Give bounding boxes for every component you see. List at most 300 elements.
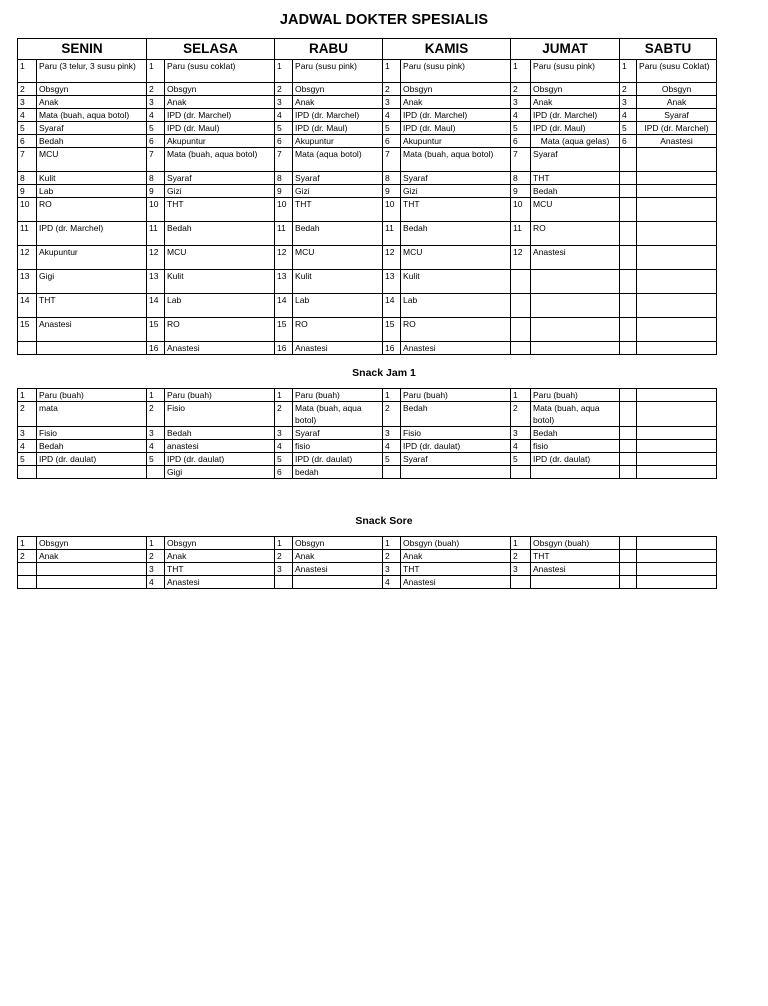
row-number-cell: 2: [275, 402, 293, 427]
row-number-cell: 11: [275, 222, 293, 246]
row-number-cell: [620, 198, 637, 222]
row-number-cell: 10: [383, 198, 401, 222]
row-number-cell: 3: [275, 96, 293, 109]
row-number-cell: [620, 185, 637, 198]
specialist-cell: Bedah: [293, 222, 383, 246]
document-title: JADWAL DOKTER SPESIALIS: [279, 12, 489, 28]
table-row: [18, 109, 717, 122]
specialist-cell: Anak: [165, 96, 275, 109]
row-number-cell: [620, 222, 637, 246]
row-number-cell: 10: [511, 198, 531, 222]
row-number-cell: [18, 342, 37, 355]
row-number-cell: 4: [147, 576, 165, 589]
row-number-cell: 3: [275, 427, 293, 440]
table-row: [18, 135, 717, 148]
specialist-cell: Syaraf: [401, 453, 511, 466]
row-number-cell: 13: [147, 270, 165, 294]
schedule-table: [17, 38, 717, 355]
specialist-cell: [637, 453, 717, 466]
row-number-cell: 3: [275, 563, 293, 576]
specialist-cell: Gizi: [401, 185, 511, 198]
row-number-cell: 6: [511, 135, 531, 148]
row-number-cell: [18, 466, 37, 479]
row-number-cell: 3: [383, 427, 401, 440]
row-number-cell: 14: [275, 294, 293, 318]
row-number-cell: 6: [383, 135, 401, 148]
day-header-selasa: SELASA: [147, 39, 275, 60]
row-number-cell: 6: [18, 135, 37, 148]
specialist-cell: [637, 246, 717, 270]
row-number-cell: 8: [18, 172, 37, 185]
row-number-cell: 13: [383, 270, 401, 294]
specialist-cell: [401, 466, 511, 479]
specialist-cell: MCU: [531, 198, 620, 222]
snack-jam-1-title: Snack Jam 1: [352, 367, 416, 379]
row-number-cell: 2: [275, 83, 293, 96]
specialist-cell: fisio: [531, 440, 620, 453]
specialist-cell: [531, 318, 620, 342]
row-number-cell: 1: [147, 389, 165, 402]
specialist-cell: Anak: [293, 550, 383, 563]
specialist-cell: [637, 318, 717, 342]
specialist-cell: Paru (susu Coklat): [637, 60, 717, 83]
specialist-cell: Paru (buah): [293, 389, 383, 402]
specialist-cell: Bedah: [165, 427, 275, 440]
table-row: [18, 550, 717, 563]
row-number-cell: 16: [275, 342, 293, 355]
row-number-cell: 2: [18, 402, 37, 427]
row-number-cell: 1: [147, 537, 165, 550]
table-row: [18, 537, 717, 550]
row-number-cell: 3: [511, 563, 531, 576]
row-number-cell: 14: [383, 294, 401, 318]
specialist-cell: Anastesi: [293, 342, 383, 355]
specialist-cell: THT: [37, 294, 147, 318]
day-header-jumat: JUMAT: [511, 39, 620, 60]
specialist-cell: Anak: [293, 96, 383, 109]
day-header-rabu: RABU: [275, 39, 383, 60]
specialist-cell: Kulit: [401, 270, 511, 294]
row-number-cell: 12: [511, 246, 531, 270]
specialist-cell: Mata (buah, aqua botol): [293, 402, 383, 427]
specialist-cell: Anak: [37, 550, 147, 563]
row-number-cell: 5: [147, 453, 165, 466]
row-number-cell: 1: [620, 60, 637, 83]
specialist-cell: Anastesi: [637, 135, 717, 148]
specialist-cell: IPD (dr. Marchel): [637, 122, 717, 135]
snack-jam-1-body: [18, 389, 717, 479]
row-number-cell: [511, 318, 531, 342]
specialist-cell: Anastesi: [37, 318, 147, 342]
row-number-cell: 2: [275, 550, 293, 563]
row-number-cell: [511, 294, 531, 318]
row-number-cell: 4: [18, 440, 37, 453]
row-number-cell: 1: [275, 537, 293, 550]
day-header-senin: SENIN: [18, 39, 147, 60]
row-number-cell: [620, 294, 637, 318]
row-number-cell: 7: [275, 148, 293, 172]
specialist-cell: Bedah: [401, 402, 511, 427]
specialist-cell: MCU: [37, 148, 147, 172]
row-number-cell: 10: [147, 198, 165, 222]
specialist-cell: Anastesi: [293, 563, 383, 576]
specialist-cell: RO: [37, 198, 147, 222]
specialist-cell: [637, 342, 717, 355]
row-number-cell: [620, 389, 637, 402]
row-number-cell: 16: [147, 342, 165, 355]
specialist-cell: Paru (buah): [165, 389, 275, 402]
specialist-cell: Paru (susu pink): [293, 60, 383, 83]
snack-sore-body: [18, 537, 717, 589]
specialist-cell: Fisio: [401, 427, 511, 440]
row-number-cell: 14: [147, 294, 165, 318]
specialist-cell: Anastesi: [401, 576, 511, 589]
specialist-cell: [637, 198, 717, 222]
table-row: [18, 402, 717, 427]
specialist-cell: IPD (dr. Marchel): [531, 109, 620, 122]
specialist-cell: Bedah: [531, 185, 620, 198]
specialist-cell: mata: [37, 402, 147, 427]
row-number-cell: [620, 466, 637, 479]
schedule-body: [18, 60, 717, 355]
row-number-cell: 1: [18, 60, 37, 83]
row-number-cell: [620, 576, 637, 589]
specialist-cell: IPD (dr. Maul): [293, 122, 383, 135]
specialist-cell: IPD (dr. Marchel): [401, 109, 511, 122]
row-number-cell: 1: [511, 389, 531, 402]
specialist-cell: Mata (buah, aqua botol): [165, 148, 275, 172]
table-row: [18, 342, 717, 355]
specialist-cell: [637, 222, 717, 246]
specialist-cell: Obsgyn: [37, 537, 147, 550]
specialist-cell: MCU: [401, 246, 511, 270]
row-number-cell: 1: [511, 60, 531, 83]
row-number-cell: 4: [383, 440, 401, 453]
specialist-cell: Mata (aqua botol): [293, 148, 383, 172]
row-number-cell: 5: [275, 122, 293, 135]
snack-jam-1-table: [17, 388, 717, 479]
specialist-cell: Kulit: [165, 270, 275, 294]
specialist-cell: [637, 185, 717, 198]
specialist-cell: Paru (buah): [401, 389, 511, 402]
row-number-cell: 1: [383, 389, 401, 402]
specialist-cell: Lab: [165, 294, 275, 318]
specialist-cell: THT: [165, 563, 275, 576]
row-number-cell: 9: [275, 185, 293, 198]
specialist-cell: IPD (dr. Maul): [401, 122, 511, 135]
row-number-cell: 2: [147, 550, 165, 563]
row-number-cell: [620, 270, 637, 294]
row-number-cell: [620, 537, 637, 550]
specialist-cell: Bedah: [37, 440, 147, 453]
row-number-cell: 9: [18, 185, 37, 198]
row-number-cell: 2: [383, 550, 401, 563]
specialist-cell: IPD (dr. daulat): [37, 453, 147, 466]
row-number-cell: [18, 563, 37, 576]
specialist-cell: Gigi: [165, 466, 275, 479]
specialist-cell: RO: [293, 318, 383, 342]
specialist-cell: Anastesi: [165, 342, 275, 355]
row-number-cell: 3: [18, 427, 37, 440]
specialist-cell: Anak: [401, 96, 511, 109]
table-row: [18, 453, 717, 466]
specialist-cell: [293, 576, 383, 589]
row-number-cell: 5: [147, 122, 165, 135]
specialist-cell: IPD (dr. Marchel): [37, 222, 147, 246]
table-row: [18, 96, 717, 109]
specialist-cell: Fisio: [37, 427, 147, 440]
specialist-cell: Anastesi: [401, 342, 511, 355]
specialist-cell: Fisio: [165, 402, 275, 427]
specialist-cell: [531, 342, 620, 355]
row-number-cell: 10: [275, 198, 293, 222]
specialist-cell: Syaraf: [293, 172, 383, 185]
specialist-cell: [37, 563, 147, 576]
row-number-cell: 11: [511, 222, 531, 246]
specialist-cell: RO: [165, 318, 275, 342]
row-number-cell: 3: [511, 96, 531, 109]
row-number-cell: 2: [18, 83, 37, 96]
row-number-cell: 3: [147, 563, 165, 576]
specialist-cell: bedah: [293, 466, 383, 479]
specialist-cell: Gigi: [37, 270, 147, 294]
specialist-cell: [531, 294, 620, 318]
table-row: [18, 440, 717, 453]
specialist-cell: Paru (buah): [531, 389, 620, 402]
row-number-cell: [620, 402, 637, 427]
row-number-cell: 6: [620, 135, 637, 148]
specialist-cell: Obsgyn (buah): [531, 537, 620, 550]
specialist-cell: Paru (3 telur, 3 susu pink): [37, 60, 147, 83]
specialist-cell: Syaraf: [401, 172, 511, 185]
table-row: [18, 60, 717, 83]
row-number-cell: 8: [275, 172, 293, 185]
table-row: [18, 427, 717, 440]
row-number-cell: [620, 453, 637, 466]
row-number-cell: 5: [383, 453, 401, 466]
row-number-cell: [511, 576, 531, 589]
row-number-cell: 5: [511, 453, 531, 466]
row-number-cell: 4: [383, 109, 401, 122]
row-number-cell: [511, 466, 531, 479]
specialist-cell: [637, 294, 717, 318]
row-number-cell: 2: [511, 83, 531, 96]
row-number-cell: 15: [147, 318, 165, 342]
row-number-cell: 12: [147, 246, 165, 270]
specialist-cell: [637, 172, 717, 185]
row-number-cell: 11: [147, 222, 165, 246]
specialist-cell: Obsgyn: [37, 83, 147, 96]
specialist-cell: Syaraf: [637, 109, 717, 122]
specialist-cell: Anastesi: [165, 576, 275, 589]
row-number-cell: 4: [620, 109, 637, 122]
row-number-cell: 5: [18, 122, 37, 135]
specialist-cell: [37, 342, 147, 355]
row-number-cell: 3: [383, 563, 401, 576]
row-number-cell: 7: [147, 148, 165, 172]
specialist-cell: Bedah: [401, 222, 511, 246]
specialist-cell: [637, 270, 717, 294]
specialist-cell: Paru (susu pink): [531, 60, 620, 83]
table-row: [18, 222, 717, 246]
row-number-cell: [620, 318, 637, 342]
specialist-cell: Mata (buah, aqua botol): [37, 109, 147, 122]
row-number-cell: 1: [511, 537, 531, 550]
row-number-cell: 9: [511, 185, 531, 198]
table-row: [18, 270, 717, 294]
specialist-cell: RO: [531, 222, 620, 246]
specialist-cell: [637, 427, 717, 440]
row-number-cell: 13: [18, 270, 37, 294]
specialist-cell: Paru (susu coklat): [165, 60, 275, 83]
specialist-cell: Obsgyn: [637, 83, 717, 96]
row-number-cell: 3: [147, 427, 165, 440]
specialist-cell: Mata (aqua gelas): [531, 135, 620, 148]
row-number-cell: 2: [383, 402, 401, 427]
specialist-cell: IPD (dr. Marchel): [293, 109, 383, 122]
specialist-cell: fisio: [293, 440, 383, 453]
specialist-cell: THT: [293, 198, 383, 222]
specialist-cell: THT: [401, 198, 511, 222]
row-number-cell: 2: [147, 402, 165, 427]
row-number-cell: 4: [511, 440, 531, 453]
row-number-cell: 8: [147, 172, 165, 185]
row-number-cell: 5: [620, 122, 637, 135]
row-number-cell: [18, 576, 37, 589]
specialist-cell: Syaraf: [293, 427, 383, 440]
specialist-cell: Syaraf: [37, 122, 147, 135]
row-number-cell: 4: [275, 109, 293, 122]
specialist-cell: Anastesi: [531, 246, 620, 270]
specialist-cell: IPD (dr. daulat): [531, 453, 620, 466]
specialist-cell: Paru (susu pink): [401, 60, 511, 83]
row-number-cell: [620, 148, 637, 172]
specialist-cell: Syaraf: [531, 148, 620, 172]
table-row: [18, 318, 717, 342]
row-number-cell: 15: [383, 318, 401, 342]
specialist-cell: Mata (buah, aqua botol): [531, 402, 620, 427]
specialist-cell: Kulit: [37, 172, 147, 185]
specialist-cell: Bedah: [531, 427, 620, 440]
day-header-row: [18, 39, 717, 60]
row-number-cell: 1: [275, 389, 293, 402]
specialist-cell: [637, 576, 717, 589]
row-number-cell: [620, 246, 637, 270]
table-row: [18, 83, 717, 96]
specialist-cell: Obsgyn: [293, 537, 383, 550]
specialist-cell: MCU: [165, 246, 275, 270]
row-number-cell: 1: [147, 60, 165, 83]
specialist-cell: Lab: [293, 294, 383, 318]
row-number-cell: 14: [18, 294, 37, 318]
specialist-cell: [37, 466, 147, 479]
specialist-cell: Paru (buah): [37, 389, 147, 402]
specialist-cell: THT: [531, 172, 620, 185]
specialist-cell: Anak: [165, 550, 275, 563]
row-number-cell: 1: [18, 537, 37, 550]
row-number-cell: 1: [275, 60, 293, 83]
table-row: [18, 294, 717, 318]
specialist-cell: Anastesi: [531, 563, 620, 576]
row-number-cell: [383, 466, 401, 479]
row-number-cell: 11: [383, 222, 401, 246]
row-number-cell: [620, 427, 637, 440]
table-row: [18, 563, 717, 576]
snack-sore-title: Snack Sore: [355, 515, 413, 527]
row-number-cell: 3: [147, 96, 165, 109]
specialist-cell: [637, 550, 717, 563]
specialist-cell: Akupuntur: [401, 135, 511, 148]
specialist-cell: IPD (dr. daulat): [165, 453, 275, 466]
row-number-cell: 10: [18, 198, 37, 222]
specialist-cell: Anak: [637, 96, 717, 109]
specialist-cell: Bedah: [37, 135, 147, 148]
row-number-cell: 1: [18, 389, 37, 402]
row-number-cell: 1: [383, 537, 401, 550]
row-number-cell: 2: [383, 83, 401, 96]
row-number-cell: 12: [383, 246, 401, 270]
specialist-cell: Kulit: [293, 270, 383, 294]
table-row: [18, 576, 717, 589]
row-number-cell: 3: [620, 96, 637, 109]
specialist-cell: IPD (dr. Maul): [531, 122, 620, 135]
row-number-cell: 12: [18, 246, 37, 270]
row-number-cell: [147, 466, 165, 479]
specialist-cell: IPD (dr. daulat): [401, 440, 511, 453]
row-number-cell: 9: [383, 185, 401, 198]
row-number-cell: 4: [511, 109, 531, 122]
row-number-cell: 15: [275, 318, 293, 342]
specialist-cell: Gizi: [293, 185, 383, 198]
row-number-cell: [511, 270, 531, 294]
specialist-cell: Obsgyn: [401, 83, 511, 96]
row-number-cell: 4: [147, 440, 165, 453]
specialist-cell: THT: [401, 563, 511, 576]
row-number-cell: 6: [275, 135, 293, 148]
specialist-cell: RO: [401, 318, 511, 342]
table-row: [18, 185, 717, 198]
row-number-cell: 6: [275, 466, 293, 479]
table-row: [18, 198, 717, 222]
specialist-cell: Anak: [37, 96, 147, 109]
specialist-cell: IPD (dr. Maul): [165, 122, 275, 135]
row-number-cell: 2: [620, 83, 637, 96]
specialist-cell: [531, 270, 620, 294]
row-number-cell: 1: [383, 60, 401, 83]
row-number-cell: 11: [18, 222, 37, 246]
specialist-cell: Gizi: [165, 185, 275, 198]
specialist-cell: Obsgyn: [165, 83, 275, 96]
row-number-cell: 2: [511, 550, 531, 563]
row-number-cell: 4: [147, 109, 165, 122]
specialist-cell: Obsgyn: [531, 83, 620, 96]
specialist-cell: [637, 466, 717, 479]
specialist-cell: THT: [165, 198, 275, 222]
row-number-cell: 8: [383, 172, 401, 185]
row-number-cell: 4: [18, 109, 37, 122]
table-row: [18, 246, 717, 270]
row-number-cell: 8: [511, 172, 531, 185]
row-number-cell: 4: [383, 576, 401, 589]
row-number-cell: [620, 342, 637, 355]
row-number-cell: 5: [18, 453, 37, 466]
row-number-cell: [620, 550, 637, 563]
row-number-cell: 7: [18, 148, 37, 172]
specialist-cell: [531, 466, 620, 479]
specialist-cell: MCU: [293, 246, 383, 270]
day-header-sabtu: SABTU: [620, 39, 717, 60]
row-number-cell: 2: [147, 83, 165, 96]
